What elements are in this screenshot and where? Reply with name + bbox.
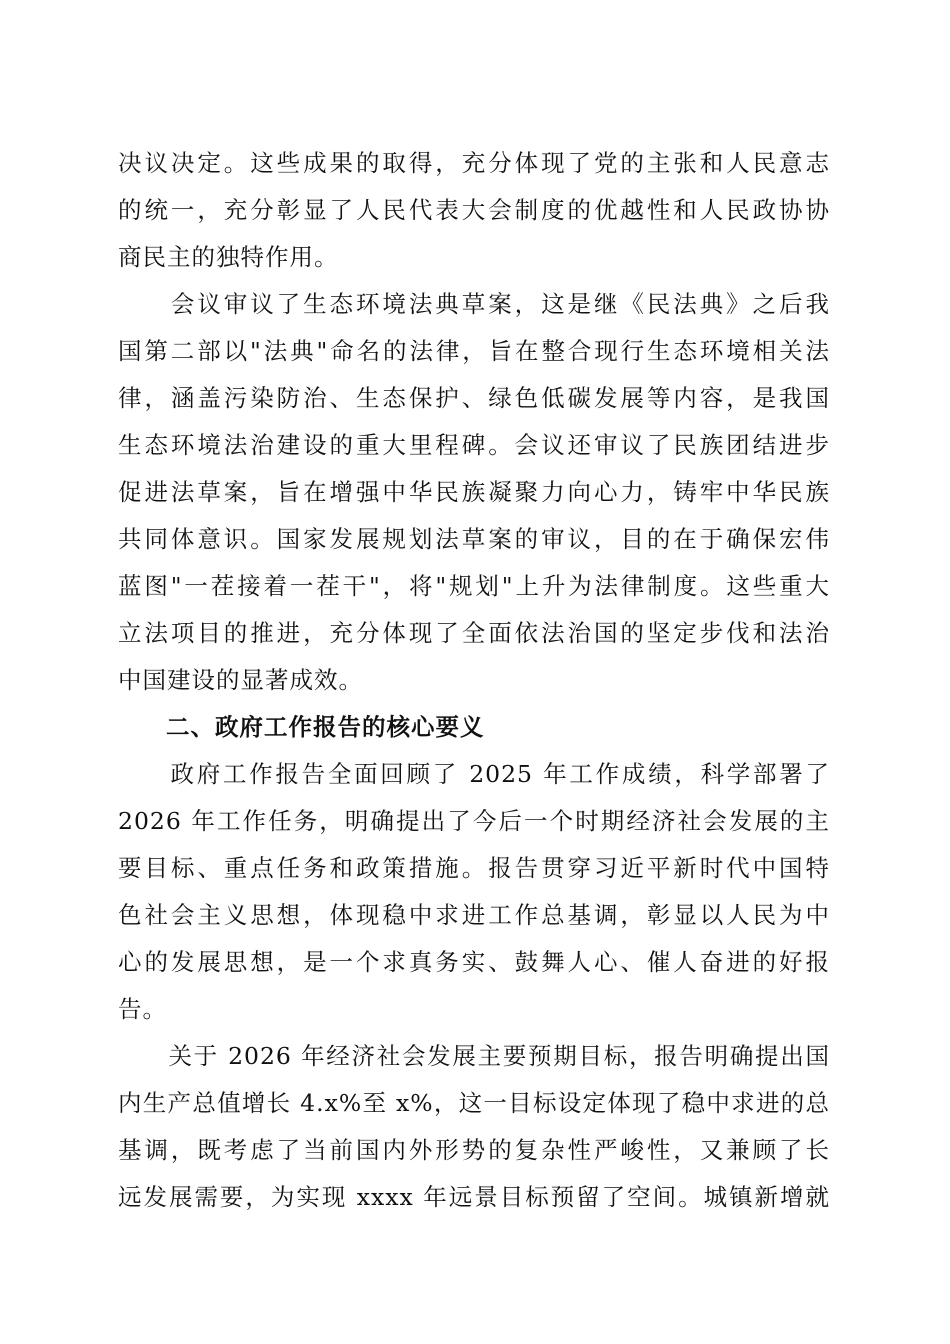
text-line: 立法项目的推进，充分体现了全面依法治国的坚定步伐和法治	[118, 619, 830, 647]
paragraph-achievements-end	[118, 140, 830, 281]
text-line: 告。	[118, 995, 167, 1023]
text-line: 会议审议了生态环境法典草案，这是继《民法典》之后我	[118, 290, 830, 318]
text-line: 蓝图"一茬接着一茬干"，将"规划"上升为法律制度。这些重大	[118, 572, 830, 600]
text-line: 决议决定。这些成果的取得，充分体现了党的主张和人民意志	[118, 149, 830, 177]
text-line: 要目标、重点任务和政策措施。报告贯穿习近平新时代中国特	[118, 854, 830, 882]
text-line: 关于 2026 年经济社会发展主要预期目标，报告明确提出国	[118, 1042, 830, 1070]
text-line: 共同体意识。国家发展规划法草案的审议，目的在于确保宏伟	[118, 525, 830, 553]
text-line: 律，涵盖污染防治、生态保护、绿色低碳发展等内容，是我国	[118, 384, 830, 412]
text-line: 的统一，充分彰显了人民代表大会制度的优越性和人民政协协	[118, 196, 830, 224]
text-line: 远发展需要，为实现 xxxx 年远景目标预留了空间。城镇新增就	[118, 1183, 830, 1211]
document-page	[118, 140, 830, 1221]
text-line: 内生产总值增长 4.x%至 x%，这一目标设定体现了稳中求进的总	[118, 1089, 830, 1117]
text-line: 生态环境法治建设的重大里程碑。会议还审议了民族团结进步	[118, 431, 830, 459]
paragraph-targets	[118, 1033, 830, 1221]
text-line: 2026 年工作任务，明确提出了今后一个时期经济社会发展的主	[118, 807, 830, 835]
section-heading: 二、政府工作报告的核心要义	[166, 713, 485, 741]
text-line: 色社会主义思想，体现稳中求进工作总基调，彰显以人民为中	[118, 901, 830, 929]
paragraph-legislation	[118, 281, 830, 704]
text-line: 中国建设的显著成效。	[118, 666, 363, 694]
paragraph-government-report	[118, 751, 830, 1033]
text-line: 心的发展思想，是一个求真务实、鼓舞人心、催人奋进的好报	[118, 948, 830, 976]
text-line: 政府工作报告全面回顾了 2025 年工作成绩，科学部署了	[118, 760, 830, 788]
text-line: 国第二部以"法典"命名的法律，旨在整合现行生态环境相关法	[118, 337, 830, 365]
text-line: 促进法草案，旨在增强中华民族凝聚力向心力，铸牢中华民族	[118, 478, 830, 506]
text-line: 商民主的独特作用。	[118, 243, 339, 271]
text-line: 基调，既考虑了当前国内外形势的复杂性严峻性，又兼顾了长	[118, 1136, 830, 1164]
